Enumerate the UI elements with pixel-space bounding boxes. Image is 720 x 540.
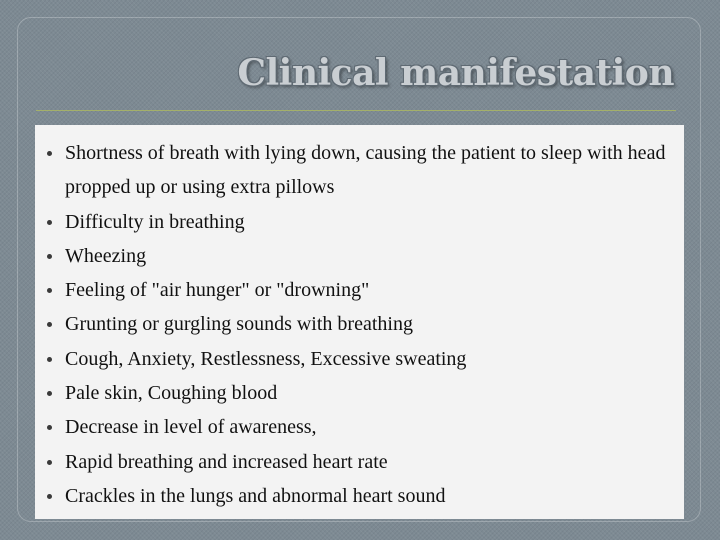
list-item — [35, 342, 684, 376]
list-item-text: Rapid breathing and increased heart rate — [65, 450, 388, 473]
bullet-dot-icon — [47, 460, 52, 465]
list-item-text: Shortness of breath with lying down, causing the patient to sleep with head propped up or using extra pillows — [65, 142, 666, 199]
bullet-dot-icon — [47, 391, 52, 396]
slide-title: Clinical manifestation — [237, 52, 674, 94]
bullet-dot-icon — [47, 220, 52, 225]
bullet-dot-icon — [47, 494, 52, 499]
bullet-dot-icon — [47, 357, 52, 362]
list-item — [35, 205, 684, 239]
bullet-list — [35, 136, 684, 513]
list-item-text: Difficulty in breathing — [65, 210, 245, 233]
bullet-dot-icon — [47, 288, 52, 293]
bullet-dot-icon — [47, 425, 52, 430]
list-item — [35, 410, 684, 444]
content-panel — [35, 125, 684, 519]
list-item — [35, 239, 684, 273]
list-item — [35, 479, 684, 513]
list-item-text: Grunting or gurgling sounds with breathing — [65, 313, 413, 336]
bullet-dot-icon — [47, 322, 52, 327]
list-item-text: Feeling of "air hunger" or "drowning" — [65, 279, 370, 302]
bullet-dot-icon — [47, 254, 52, 259]
list-item — [35, 136, 684, 205]
list-item-text: Cough, Anxiety, Restlessness, Excessive sweating — [65, 347, 467, 370]
bullet-dot-icon — [47, 151, 52, 156]
title-divider — [36, 110, 676, 111]
list-item — [35, 273, 684, 307]
list-item — [35, 307, 684, 341]
list-item-text: Wheezing — [65, 244, 147, 267]
list-item — [35, 376, 684, 410]
list-item-text: Crackles in the lungs and abnormal heart sound — [65, 484, 446, 507]
list-item-text: Decrease in level of awareness, — [65, 416, 317, 439]
list-item — [35, 445, 684, 479]
list-item-text: Pale skin, Coughing blood — [65, 382, 278, 405]
